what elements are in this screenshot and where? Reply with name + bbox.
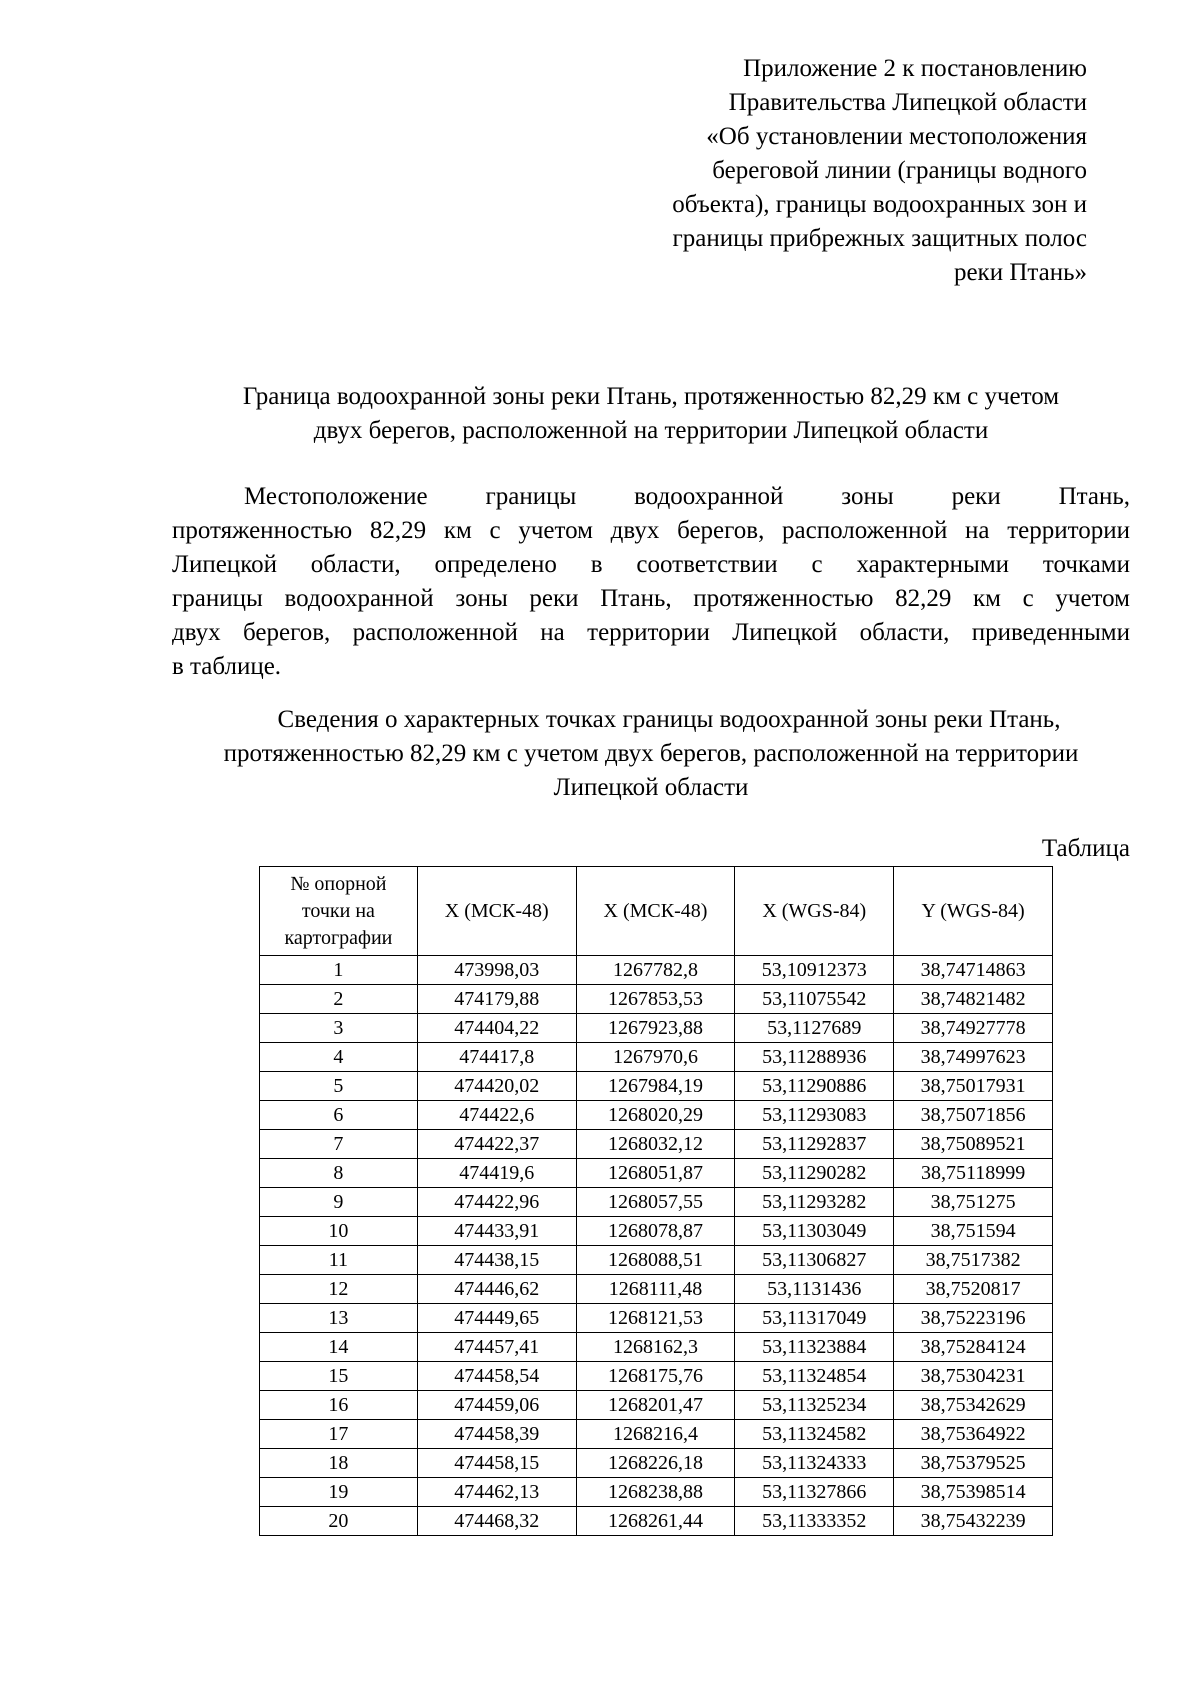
cell-x-wgs: 53,10912373 [735, 956, 894, 985]
cell-x-msk-2: 1268032,12 [576, 1130, 735, 1159]
cell-x-wgs: 53,11290886 [735, 1072, 894, 1101]
cell-x-msk-1: 474422,6 [417, 1101, 576, 1130]
cell-x-wgs: 53,11075542 [735, 985, 894, 1014]
cell-y-wgs: 38,74997623 [894, 1043, 1053, 1072]
cell-y-wgs: 38,75379525 [894, 1449, 1053, 1478]
body-line: границы водоохранной зоны реки Птань, протяженностью 82,29 км с учетом [172, 585, 1130, 612]
caption-line: протяженностью 82,29 км с учетом двух берегов, расположенной на территории [223, 740, 1079, 767]
cell-x-msk-2: 1268226,18 [576, 1449, 735, 1478]
cell-point-number: 12 [260, 1275, 418, 1304]
table-row [260, 1478, 1053, 1507]
table-row [260, 1014, 1053, 1043]
cell-x-msk-2: 1268175,76 [576, 1362, 735, 1391]
cell-y-wgs: 38,7517382 [894, 1246, 1053, 1275]
cell-point-number: 3 [260, 1014, 418, 1043]
cell-x-wgs: 53,11292837 [735, 1130, 894, 1159]
cell-x-msk-2: 1268216,4 [576, 1420, 735, 1449]
body-paragraph [172, 480, 1130, 684]
cell-x-wgs: 53,1127689 [735, 1014, 894, 1043]
table-row [260, 956, 1053, 985]
appendix-line: объекта), границы водоохранных зон и [672, 191, 1087, 218]
cell-point-number: 16 [260, 1391, 418, 1420]
cell-x-msk-2: 1267970,6 [576, 1043, 735, 1072]
body-line: двух берегов, расположенной на территории Липецкой области, приведенными [172, 619, 1130, 646]
table-row [260, 1101, 1053, 1130]
cell-x-msk-1: 474438,15 [417, 1246, 576, 1275]
cell-x-wgs: 53,11333352 [735, 1507, 894, 1536]
cell-x-msk-1: 474179,88 [417, 985, 576, 1014]
cell-point-number: 6 [260, 1101, 418, 1130]
cell-x-msk-1: 474468,32 [417, 1507, 576, 1536]
cell-x-msk-2: 1267853,53 [576, 985, 735, 1014]
header-x-msk-1: X (МСК-48) [417, 867, 576, 956]
cell-x-wgs: 53,11303049 [735, 1217, 894, 1246]
caption-line: Сведения о характерных точках границы водоохранной зоны реки Птань, [277, 706, 1061, 733]
coordinates-table [259, 866, 1053, 1536]
cell-point-number: 2 [260, 985, 418, 1014]
cell-point-number: 11 [260, 1246, 418, 1275]
cell-x-msk-2: 1268051,87 [576, 1159, 735, 1188]
appendix-line: «Об установлении местоположения [706, 123, 1087, 150]
cell-x-msk-1: 474458,54 [417, 1362, 576, 1391]
cell-x-msk-2: 1267923,88 [576, 1014, 735, 1043]
table-row [260, 985, 1053, 1014]
table-body [260, 956, 1053, 1536]
table-row [260, 1449, 1053, 1478]
table-row [260, 1362, 1053, 1391]
cell-x-wgs: 53,11325234 [735, 1391, 894, 1420]
cell-x-msk-2: 1268261,44 [576, 1507, 735, 1536]
header-line: точки на [301, 899, 375, 922]
cell-y-wgs: 38,751275 [894, 1188, 1053, 1217]
header-line: картографии [284, 926, 393, 949]
cell-x-wgs: 53,11290282 [735, 1159, 894, 1188]
cell-y-wgs: 38,74821482 [894, 985, 1053, 1014]
cell-x-msk-1: 474433,91 [417, 1217, 576, 1246]
cell-x-msk-1: 474419,6 [417, 1159, 576, 1188]
header-point-number [260, 867, 418, 956]
cell-point-number: 7 [260, 1130, 418, 1159]
cell-x-wgs: 53,11323884 [735, 1333, 894, 1362]
cell-x-msk-1: 474462,13 [417, 1478, 576, 1507]
table-row [260, 1420, 1053, 1449]
cell-x-wgs: 53,11324582 [735, 1420, 894, 1449]
cell-point-number: 5 [260, 1072, 418, 1101]
appendix-header [527, 52, 1087, 290]
cell-x-msk-2: 1268088,51 [576, 1246, 735, 1275]
table-row [260, 1130, 1053, 1159]
cell-x-msk-2: 1268201,47 [576, 1391, 735, 1420]
cell-y-wgs: 38,75432239 [894, 1507, 1053, 1536]
table-header-row [260, 867, 1053, 956]
appendix-line: Приложение 2 к постановлению [743, 55, 1087, 82]
cell-point-number: 13 [260, 1304, 418, 1333]
cell-x-msk-1: 474458,39 [417, 1420, 576, 1449]
cell-x-wgs: 53,11317049 [735, 1304, 894, 1333]
table-caption [172, 703, 1130, 805]
cell-x-msk-2: 1268057,55 [576, 1188, 735, 1217]
cell-x-wgs: 53,1131436 [735, 1275, 894, 1304]
table-row [260, 1333, 1053, 1362]
body-line: Липецкой области, определено в соответствии с характерными точками [172, 551, 1130, 578]
table-row [260, 1159, 1053, 1188]
cell-x-wgs: 53,11288936 [735, 1043, 894, 1072]
title-line: двух берегов, расположенной на территории Липецкой области [313, 417, 989, 444]
cell-x-msk-2: 1268111,48 [576, 1275, 735, 1304]
cell-y-wgs: 38,7520817 [894, 1275, 1053, 1304]
cell-y-wgs: 38,75118999 [894, 1159, 1053, 1188]
cell-x-msk-2: 1268121,53 [576, 1304, 735, 1333]
cell-x-wgs: 53,11293083 [735, 1101, 894, 1130]
cell-y-wgs: 38,75364922 [894, 1420, 1053, 1449]
header-x-msk-2: X (МСК-48) [576, 867, 735, 956]
cell-point-number: 10 [260, 1217, 418, 1246]
cell-x-msk-1: 474446,62 [417, 1275, 576, 1304]
cell-x-msk-2: 1268078,87 [576, 1217, 735, 1246]
title-line: Граница водоохранной зоны реки Птань, протяженностью 82,29 км с учетом [242, 383, 1060, 410]
body-line: Местоположение границы водоохранной зоны реки Птань, [244, 483, 1130, 510]
table-row [260, 1072, 1053, 1101]
cell-x-msk-1: 474417,8 [417, 1043, 576, 1072]
table-row [260, 1275, 1053, 1304]
appendix-line: реки Птань» [953, 259, 1087, 286]
cell-x-msk-1: 474459,06 [417, 1391, 576, 1420]
cell-point-number: 20 [260, 1507, 418, 1536]
cell-point-number: 9 [260, 1188, 418, 1217]
cell-y-wgs: 38,75342629 [894, 1391, 1053, 1420]
table-row [260, 1304, 1053, 1333]
cell-x-msk-1: 474420,02 [417, 1072, 576, 1101]
appendix-line: границы прибрежных защитных полос [672, 225, 1087, 252]
cell-x-msk-2: 1268162,3 [576, 1333, 735, 1362]
header-y-wgs: Y (WGS-84) [894, 867, 1053, 956]
cell-x-wgs: 53,11306827 [735, 1246, 894, 1275]
cell-y-wgs: 38,75071856 [894, 1101, 1053, 1130]
cell-point-number: 14 [260, 1333, 418, 1362]
cell-y-wgs: 38,75398514 [894, 1478, 1053, 1507]
cell-y-wgs: 38,74927778 [894, 1014, 1053, 1043]
cell-x-msk-1: 474422,37 [417, 1130, 576, 1159]
body-line: в таблице. [172, 653, 282, 680]
cell-point-number: 15 [260, 1362, 418, 1391]
cell-point-number: 8 [260, 1159, 418, 1188]
table-row [260, 1391, 1053, 1420]
cell-y-wgs: 38,751594 [894, 1217, 1053, 1246]
body-line: протяженностью 82,29 км с учетом двух берегов, расположенной на территории [172, 517, 1130, 544]
cell-point-number: 1 [260, 956, 418, 985]
cell-point-number: 18 [260, 1449, 418, 1478]
table-row [260, 1246, 1053, 1275]
cell-point-number: 4 [260, 1043, 418, 1072]
cell-point-number: 17 [260, 1420, 418, 1449]
table-label: Таблица [1041, 835, 1130, 862]
cell-x-wgs: 53,11327866 [735, 1478, 894, 1507]
document-title [172, 380, 1130, 448]
cell-x-msk-1: 474449,65 [417, 1304, 576, 1333]
cell-point-number: 19 [260, 1478, 418, 1507]
header-x-wgs: X (WGS-84) [735, 867, 894, 956]
cell-y-wgs: 38,75089521 [894, 1130, 1053, 1159]
cell-y-wgs: 38,75017931 [894, 1072, 1053, 1101]
appendix-line: береговой линии (границы водного [712, 157, 1087, 184]
table-row [260, 1043, 1053, 1072]
cell-x-msk-2: 1267984,19 [576, 1072, 735, 1101]
cell-x-wgs: 53,11293282 [735, 1188, 894, 1217]
cell-y-wgs: 38,75223196 [894, 1304, 1053, 1333]
cell-x-msk-1: 474404,22 [417, 1014, 576, 1043]
table-row [260, 1217, 1053, 1246]
cell-y-wgs: 38,74714863 [894, 956, 1053, 985]
cell-x-msk-1: 474422,96 [417, 1188, 576, 1217]
cell-x-msk-2: 1267782,8 [576, 956, 735, 985]
cell-x-msk-1: 474457,41 [417, 1333, 576, 1362]
cell-x-msk-2: 1268238,88 [576, 1478, 735, 1507]
cell-x-msk-2: 1268020,29 [576, 1101, 735, 1130]
cell-y-wgs: 38,75304231 [894, 1362, 1053, 1391]
cell-x-wgs: 53,11324854 [735, 1362, 894, 1391]
appendix-line: Правительства Липецкой области [728, 89, 1087, 116]
cell-y-wgs: 38,75284124 [894, 1333, 1053, 1362]
cell-x-msk-1: 474458,15 [417, 1449, 576, 1478]
cell-x-msk-1: 473998,03 [417, 956, 576, 985]
header-line: № опорной [290, 872, 387, 895]
caption-line: Липецкой области [553, 774, 749, 801]
table-row [260, 1188, 1053, 1217]
cell-x-wgs: 53,11324333 [735, 1449, 894, 1478]
table-row [260, 1507, 1053, 1536]
